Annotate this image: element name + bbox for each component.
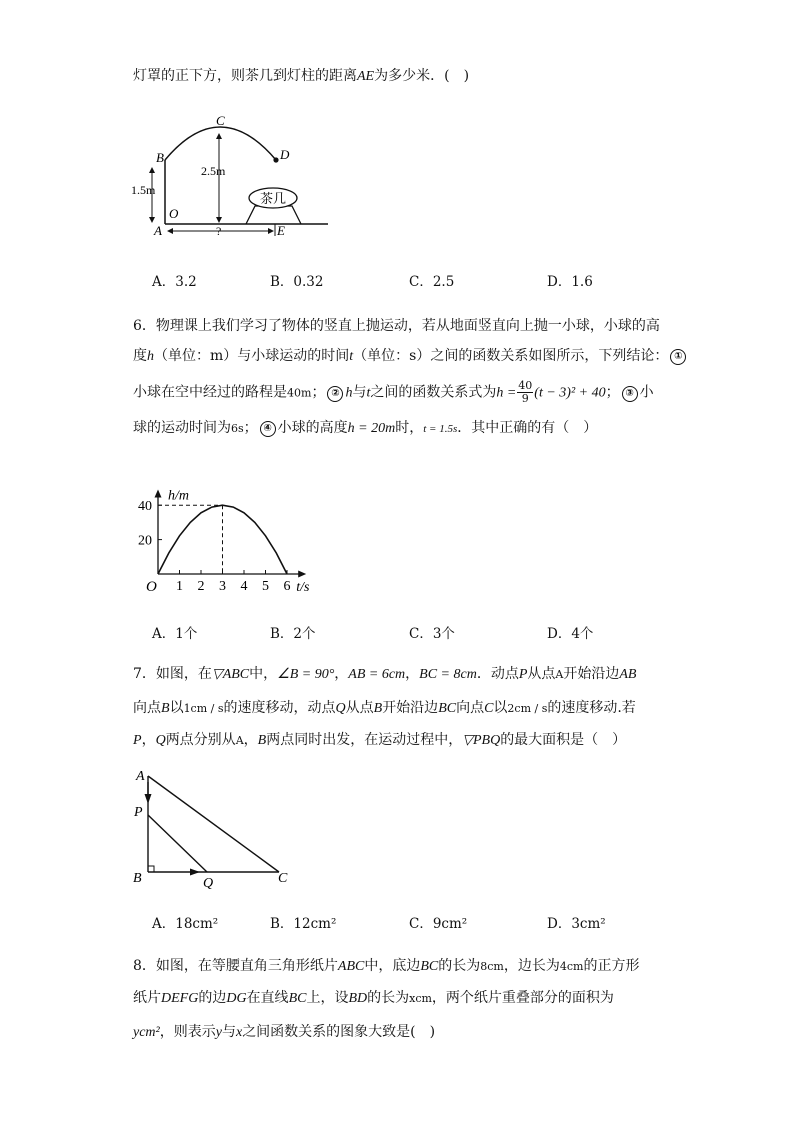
q7-label-p: P <box>134 805 143 820</box>
x-tick-label: 2 <box>197 579 205 594</box>
q5-point-d <box>273 157 278 162</box>
q7-option-d[interactable]: D．3cm² <box>547 916 606 932</box>
q6-option-b[interactable]: B．2个 <box>270 626 316 642</box>
q7-line-3: P，Q两点分别从A，B两点同时出发，在运动过程中，▽PBQ的最大面积是（ ） <box>133 732 627 748</box>
x-tick-label: 6 <box>283 579 291 594</box>
q5-table-base <box>246 206 301 224</box>
q7-label-c: C <box>278 871 288 886</box>
q7-side-ac <box>148 776 279 872</box>
q6-option-a[interactable]: A．1个 <box>152 626 198 642</box>
q5-label-e: E <box>277 223 285 238</box>
x-tick-label: 5 <box>262 579 269 594</box>
q5-label-d: D <box>280 147 290 162</box>
q6-option-d[interactable]: D．4个 <box>547 626 594 642</box>
q5-lamp-arc <box>165 127 276 160</box>
q5-label-h1: 1.5m <box>131 183 156 197</box>
q6-chart <box>128 462 348 594</box>
q5-text-tail: 灯罩的正下方，则茶几到灯柱的距离AE为多少米．( ) <box>133 68 470 84</box>
q5-option-d[interactable]: D．1.6 <box>547 274 593 290</box>
x-axis-arrow <box>298 571 306 578</box>
q7-segment-pq <box>148 815 207 872</box>
q6-line-1: 6．物理课上我们学习了物体的竖直上抛运动，若从地面竖直向上抛一小球，小球的高 <box>133 318 660 334</box>
q8-line-3: ycm²，则表示y与x之间函数关系的图象大致是( ) <box>133 1024 436 1040</box>
q7-label-a: A <box>136 769 145 784</box>
q6-option-c[interactable]: C．3个 <box>409 626 455 642</box>
q7-line-1: 7．如图，在▽ABC中，∠B = 90°，AB = 6cm，BC = 8cm．动点P从点A开始沿边AB <box>133 666 637 682</box>
x-tick-label: 4 <box>240 579 248 594</box>
q5-option-b[interactable]: B．0.32 <box>270 274 324 290</box>
q5-label-unknown: ? <box>216 224 222 238</box>
q7-option-b[interactable]: B．12cm² <box>270 916 337 932</box>
q5-label-b: B <box>156 150 164 165</box>
q5-figure <box>128 112 328 242</box>
x-axis-label: t/s <box>296 580 310 594</box>
q5-label-h2: 2.5m <box>201 164 226 178</box>
q7-arrow-right <box>190 869 200 876</box>
q5-option-c[interactable]: C．2.5 <box>409 274 455 290</box>
q7-figure <box>128 764 298 890</box>
q5-option-a[interactable]: A．3.2 <box>152 274 197 290</box>
q6-line-3: 小球在空中经过的路程是40m； ② h与t之间的函数关系式为h = $\frac{40}{9}$ (t − 3)² + 40； ③ 小 <box>133 379 654 405</box>
y-tick-label: 20 <box>138 533 152 549</box>
q7-line-2: 向点B以1cm / s的速度移动，动点Q从点B开始沿边BC向点C以2cm / s的速度移动.若 <box>133 700 636 716</box>
q6-fraction: $\frac{40}{9}$ <box>518 379 533 405</box>
x-tick-label: 3 <box>219 579 226 594</box>
q6-line-4: 球的运动时间为6s； ④ 小球的高度h = 20m时，t = 1.5s．其中正确的有（ ） <box>133 420 598 436</box>
q7-label-b: B <box>133 871 142 886</box>
y-tick-label: 40 <box>138 499 152 515</box>
origin-label: O <box>146 579 157 594</box>
q7-option-c[interactable]: C．9cm² <box>409 916 468 932</box>
q6-line-2: 度h（单位：m）与小球运动的时间t（单位：s）之间的函数关系如图所示，下列结论： ① <box>133 346 688 367</box>
q5-label-c: C <box>216 113 225 128</box>
q8-line-1: 8．如图，在等腰直角三角形纸片ABC中，底边BC的长为8cm，边长为4cm的正方形 <box>133 958 640 974</box>
q7-label-q: Q <box>203 876 214 890</box>
q7-right-angle <box>148 866 154 872</box>
x-tick-label: 1 <box>176 579 183 594</box>
q5-table-label: 茶几 <box>259 191 287 206</box>
y-axis-label: h/m <box>168 488 189 504</box>
q8-line-2: 纸片DEFG的边DG在直线BC上，设BD的长为xcm，两个纸片重叠部分的面积为 <box>133 990 614 1006</box>
y-axis-arrow <box>155 489 162 497</box>
q5-label-a: A <box>154 223 162 238</box>
q7-arrow-down <box>145 794 152 804</box>
q5-label-o: O <box>169 206 179 221</box>
q7-option-a[interactable]: A．18cm² <box>152 916 219 932</box>
